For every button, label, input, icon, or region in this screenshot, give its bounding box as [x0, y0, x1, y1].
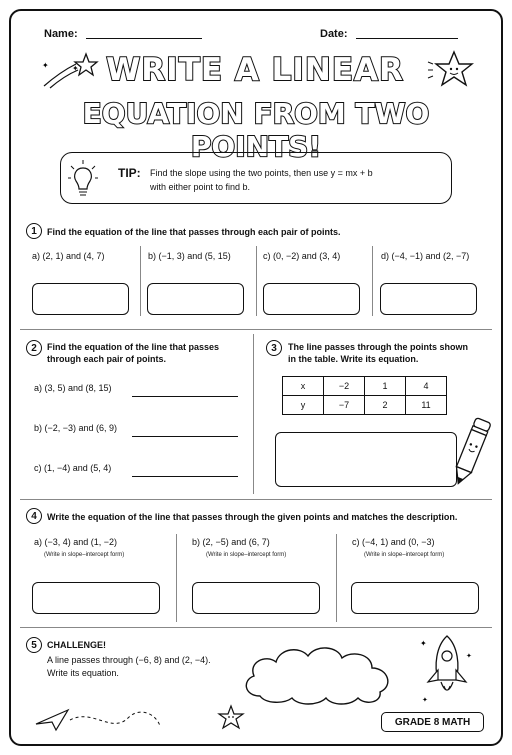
- s1-item-a: a) (2, 1) and (4, 7): [32, 251, 105, 261]
- svg-text:✦: ✦: [420, 639, 427, 648]
- s4-item-c: c) (−4, 1) and (0, −3): [352, 537, 435, 547]
- paper-plane-icon: [32, 700, 182, 736]
- date-label: Date:: [320, 28, 348, 40]
- date-field[interactable]: [356, 38, 458, 39]
- section-3-instruction-2: in the table. Write its equation.: [288, 354, 419, 364]
- section-divider: [20, 329, 492, 330]
- answer-box-4a[interactable]: [32, 582, 160, 614]
- svg-text:✦: ✦: [42, 61, 49, 70]
- tip-label: TIP:: [118, 166, 141, 180]
- table-cell: −7: [324, 396, 365, 415]
- tip-text-2: with either point to find b.: [150, 182, 251, 192]
- divider: [253, 334, 254, 494]
- name-label: Name:: [44, 28, 78, 40]
- s4-item-a: a) (−3, 4) and (1, −2): [34, 537, 118, 547]
- divider: [176, 534, 177, 622]
- table-x-label: x: [283, 377, 324, 396]
- s4-note-c: (Write in slope–intercept form): [364, 552, 445, 558]
- challenge-text-2: Write its equation.: [47, 668, 119, 678]
- s1-item-b: b) (−1, 3) and (5, 15): [148, 251, 231, 261]
- table-cell: 4: [406, 377, 447, 396]
- table-y-label: y: [283, 396, 324, 415]
- answer-box-4b[interactable]: [192, 582, 320, 614]
- svg-text:✦: ✦: [422, 697, 428, 704]
- cloud-icon[interactable]: [236, 640, 402, 710]
- lightbulb-icon: [66, 158, 100, 198]
- s2-item-c: c) (1, −4) and (5, 4): [34, 463, 112, 473]
- answer-box-4c[interactable]: [351, 582, 479, 614]
- answer-line-2b[interactable]: [132, 436, 238, 437]
- section-2-number: 2: [26, 340, 42, 356]
- s2-item-b: b) (−2, −3) and (6, 9): [34, 423, 118, 433]
- answer-box-1a[interactable]: [32, 283, 129, 315]
- table-cell: 11: [406, 396, 447, 415]
- s4-note-a: (Write in slope–intercept form): [44, 552, 125, 558]
- section-1-instruction: Find the equation of the line that passes through each pair of points.: [47, 227, 341, 237]
- section-2-instruction-1: Find the equation of the line that passes: [47, 342, 220, 352]
- answer-box-1b[interactable]: [147, 283, 244, 315]
- rocket-icon: [418, 632, 476, 712]
- grade-badge: GRADE 8 MATH: [381, 712, 484, 732]
- answer-box-1c[interactable]: [263, 283, 360, 315]
- section-3-number: 3: [266, 340, 282, 356]
- name-field[interactable]: [86, 38, 202, 39]
- s1-item-c: c) (0, −2) and (3, 4): [263, 251, 341, 261]
- section-1-number: 1: [26, 223, 42, 239]
- section-4-number: 4: [26, 508, 42, 524]
- answer-box-1d[interactable]: [380, 283, 477, 315]
- tip-text-1: Find the slope using the two points, then use y = mx + b: [150, 168, 373, 178]
- divider: [336, 534, 337, 622]
- svg-text:✦: ✦: [466, 653, 472, 660]
- section-divider: [20, 499, 492, 500]
- s1-item-d: d) (−4, −1) and (2, −7): [381, 251, 470, 261]
- table-cell: 2: [365, 396, 406, 415]
- section-5-number: 5: [26, 637, 42, 653]
- smiling-star-icon: [424, 48, 480, 92]
- challenge-label: CHALLENGE!: [47, 640, 106, 650]
- section-divider: [20, 627, 492, 628]
- challenge-text-1: A line passes through (−6, 8) and (2, −4).: [47, 655, 211, 665]
- divider: [140, 246, 141, 316]
- smiling-star-icon: [216, 704, 246, 732]
- section-4-instruction: Write the equation of the line that passes through the given points and matches the description.: [47, 512, 458, 522]
- answer-line-2c[interactable]: [132, 476, 238, 477]
- divider: [372, 246, 373, 316]
- title-line-2: EQUATION FROM TWO POINTS!: [82, 97, 430, 163]
- s4-item-b: b) (2, −5) and (6, 7): [192, 537, 270, 547]
- section-3-instruction-1: The line passes through the points shown: [288, 342, 469, 352]
- pencil-icon: [448, 412, 494, 492]
- sparkle-icon: ✦: [72, 64, 79, 73]
- table-cell: −2: [324, 377, 365, 396]
- title-line-1: WRITE A LINEAR: [106, 52, 404, 88]
- s4-note-b: (Write in slope–intercept form): [206, 552, 287, 558]
- points-table: [282, 376, 447, 415]
- answer-line-2a[interactable]: [132, 396, 238, 397]
- answer-box-3[interactable]: [275, 432, 457, 487]
- section-2-instruction-2: through each pair of points.: [47, 354, 166, 364]
- s2-item-a: a) (3, 5) and (8, 15): [34, 383, 112, 393]
- divider: [256, 246, 257, 316]
- table-cell: 1: [365, 377, 406, 396]
